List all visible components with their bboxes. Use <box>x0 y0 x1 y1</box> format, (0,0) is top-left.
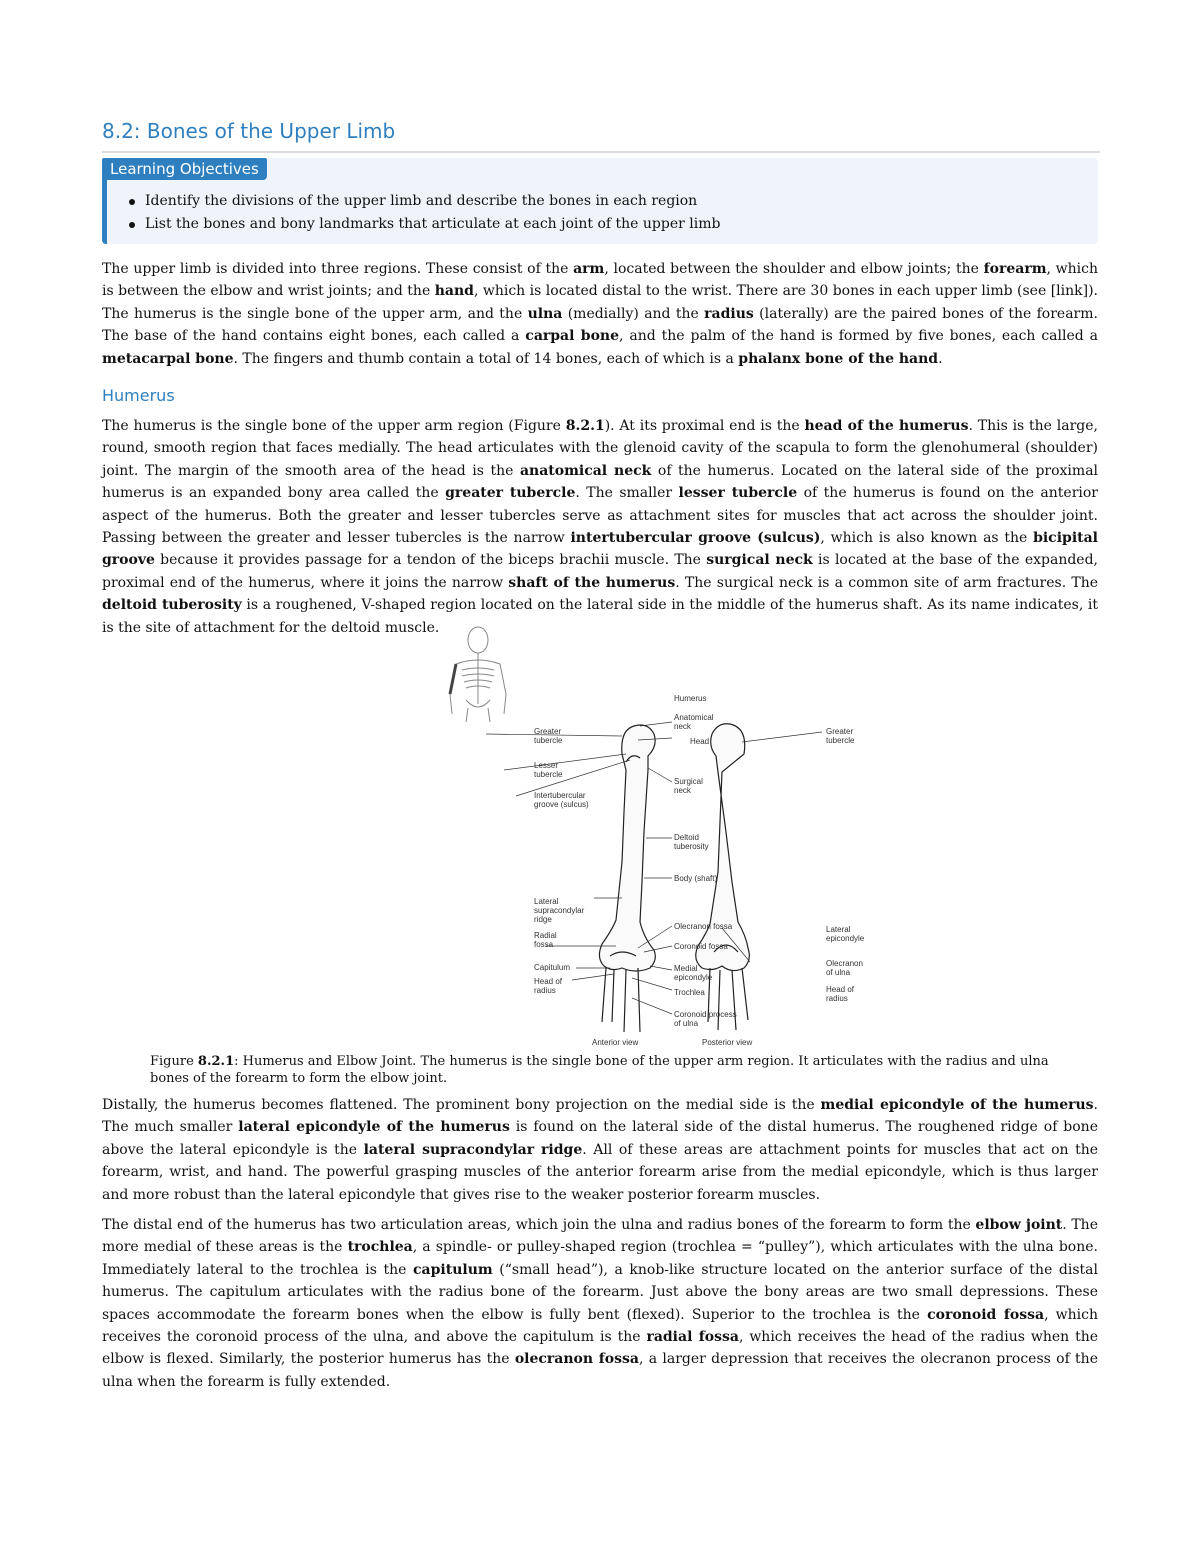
label-greater-tubercle-r1: Greater <box>826 727 854 736</box>
label-lat-supra-3: ridge <box>534 915 552 924</box>
label-medial-epicondyle-2: epicondyle <box>674 973 713 982</box>
label-deltoid-2: tuberosity <box>674 842 709 851</box>
humerus-heading: Humerus <box>102 386 175 405</box>
label-body: Body (shaft) <box>674 874 718 883</box>
label-coronoid-process-1: Coronoid process <box>674 1010 737 1019</box>
list-item: List the bones and bony landmarks that articulate at each joint of the upper limb <box>127 213 720 236</box>
label-trochlea: Trochlea <box>674 988 705 997</box>
label-humerus: Humerus <box>674 694 707 703</box>
label-head: Head <box>690 737 710 746</box>
learning-objectives-list <box>127 190 720 236</box>
label-coronoid-fossa: Coronoid fossa <box>674 942 728 951</box>
label-lat-supra-1: Lateral <box>534 897 559 906</box>
label-capitulum: Capitulum <box>534 963 571 972</box>
humerus-diagram <box>426 622 865 1050</box>
label-anatomical-neck-1: Anatomical <box>674 713 714 722</box>
label-olecranon-ulna-2: of ulna <box>826 968 851 977</box>
label-deltoid-1: Deltoid <box>674 833 699 842</box>
label-greater-tubercle-1: Greater <box>534 727 562 736</box>
label-head-radius-1: Head of <box>534 977 563 986</box>
label-intertubercular-1: Intertubercular <box>534 791 586 800</box>
label-greater-tubercle-2: tubercle <box>534 736 563 745</box>
label-anatomical-neck-2: neck <box>674 722 691 731</box>
learning-objectives-box <box>102 158 1098 244</box>
label-lat-supra-2: supracondylar <box>534 906 585 915</box>
label-lateral-epicondyle-1: Lateral <box>826 925 851 934</box>
distal-paragraph: Distally, the humerus becomes flattened. The prominent bony projection on the medial side is the medial epicondyle of the humerus. The much smaller lateral epicondyle of the humerus is found on the lateral side of the distal humerus. The roughened ridge of bone above the lateral epicondyle is the lateral supracondylar ridge. All of these areas are attachment points for muscles that act on the forearm, wrist, and hand. The powerful grasping muscles of the anterior forearm arise from the medial epicondyle, which is thus larger and more robust than the lateral epicondyle that gives rise to the weaker posterior forearm muscles. <box>102 1097 1099 1203</box>
label-radial-fossa-1: Radial <box>534 931 557 940</box>
list-item: Identify the divisions of the upper limb and describe the bones in each region <box>127 190 720 213</box>
label-coronoid-process-2: of ulna <box>674 1019 699 1028</box>
skeleton-thumbnail-icon <box>450 627 506 722</box>
label-surgical-neck-1: Surgical <box>674 777 703 786</box>
label-head-radius-r1: Head of <box>826 985 855 994</box>
learning-objectives-header: Learning Objectives <box>102 158 267 180</box>
intro-paragraph: The upper limb is divided into three regions. These consist of the arm, located between the shoulder and elbow joints; the forearm, which is between the elbow and wrist joints; and the hand, which is located distal to the wrist. There are 30 bones in each upper limb (see [link]). The humerus is the single bone of the upper arm, and the ulna (medially) and the radius (laterally) are the paired bones of the forearm. The base of the hand contains eight bones, each called a carpal bone, and the palm of the hand is formed by five bones, each called a metacarpal bone. The fingers and thumb contain a total of 14 bones, each of which is a phalanx bone of the hand. <box>102 261 1099 367</box>
label-olecranon-fossa: Olecranon fossa <box>674 922 733 931</box>
articulation-paragraph: The distal end of the humerus has two articulation areas, which join the ulna and radius bones of the forearm to form the elbow joint. The more medial of these areas is the trochlea, a spindle- or pulley-shaped region (trochlea = “pulley”), which articulates with the ulna bone. Immediately lateral to the trochlea is the capitulum (“small head”), a knob-like structure located on the anterior surface of the distal humerus. The capitulum articulates with the radius bone of the forearm. Just above the bony areas are two small depressions. These spaces accommodate the forearm bones when the elbow is fully bent (flexed). Superior to the trochlea is the coronoid fossa, which receives the coronoid process of the ulna, and above the capitulum is the radial fossa, which receives the head of the radius when the elbow is flexed. Similarly, the posterior humerus has the olecranon fossa, a larger depression that receives the olecranon process of the ulna when the forearm is fully extended. <box>102 1217 1098 1390</box>
label-olecranon-ulna-1: Olecranon <box>826 959 863 968</box>
humerus-paragraph: The humerus is the single bone of the upper arm region (Figure 8.2.1). At its proximal end is the head of the humerus. This is the large, round, smooth region that faces medially. The head articulates with the glenoid cavity of the scapula to form the glenohumeral (shoulder) joint. The margin of the smooth area of the head is the anatomical neck of the humerus. Located on the lateral side of the proximal humerus is an expanded bony area called the greater tubercle. The smaller lesser tubercle of the humerus is found on the anterior aspect of the humerus. Both the greater and lesser tubercles serve as attachment sites for muscles that act across the shoulder joint. Passing between the greater and lesser tubercles is the narrow intertubercular groove (sulcus), which is also known as the bicipital groove because it provides passage for a tendon of the biceps brachii muscle. The surgical neck is located at the base of the expanded, proximal end of the humerus, where it joins the narrow shaft of the humerus. The surgical neck is a common site of arm fractures. The deltoid tuberosity is a roughened, V-shaped region located on the lateral side in the middle of the humerus shaft. As its name indicates, it is the site of attachment for the deltoid muscle. <box>102 418 1099 636</box>
label-lesser-tubercle-2: tubercle <box>534 770 563 779</box>
figure-caption: Figure 8.2.1: Humerus and Elbow Joint. The humerus is the single bone of the upper arm region. It articulates with the radius and ulna bones of the forearm to form the elbow joint. <box>150 1054 1049 1086</box>
figure-link[interactable]: 8.2.1 <box>565 418 605 434</box>
label-head-radius-r2: radius <box>826 994 848 1003</box>
label-surgical-neck-2: neck <box>674 786 691 795</box>
label-head-radius-2: radius <box>534 986 556 995</box>
anterior-humerus-bone <box>599 725 655 1032</box>
label-greater-tubercle-r2: tubercle <box>826 736 855 745</box>
label-radial-fossa-2: fossa <box>534 940 554 949</box>
label-intertubercular-2: groove (sulcus) <box>534 800 589 809</box>
label-medial-epicondyle-1: Medial <box>674 964 698 973</box>
humerus-figure <box>426 622 865 1050</box>
label-lateral-epicondyle-2: epicondyle <box>826 934 865 943</box>
page-title: 8.2: Bones of the Upper Limb <box>102 117 1100 153</box>
label-anterior-view: Anterior view <box>592 1038 639 1047</box>
label-posterior-view: Posterior view <box>702 1038 753 1047</box>
label-lesser-tubercle-1: Lesser <box>534 761 559 770</box>
